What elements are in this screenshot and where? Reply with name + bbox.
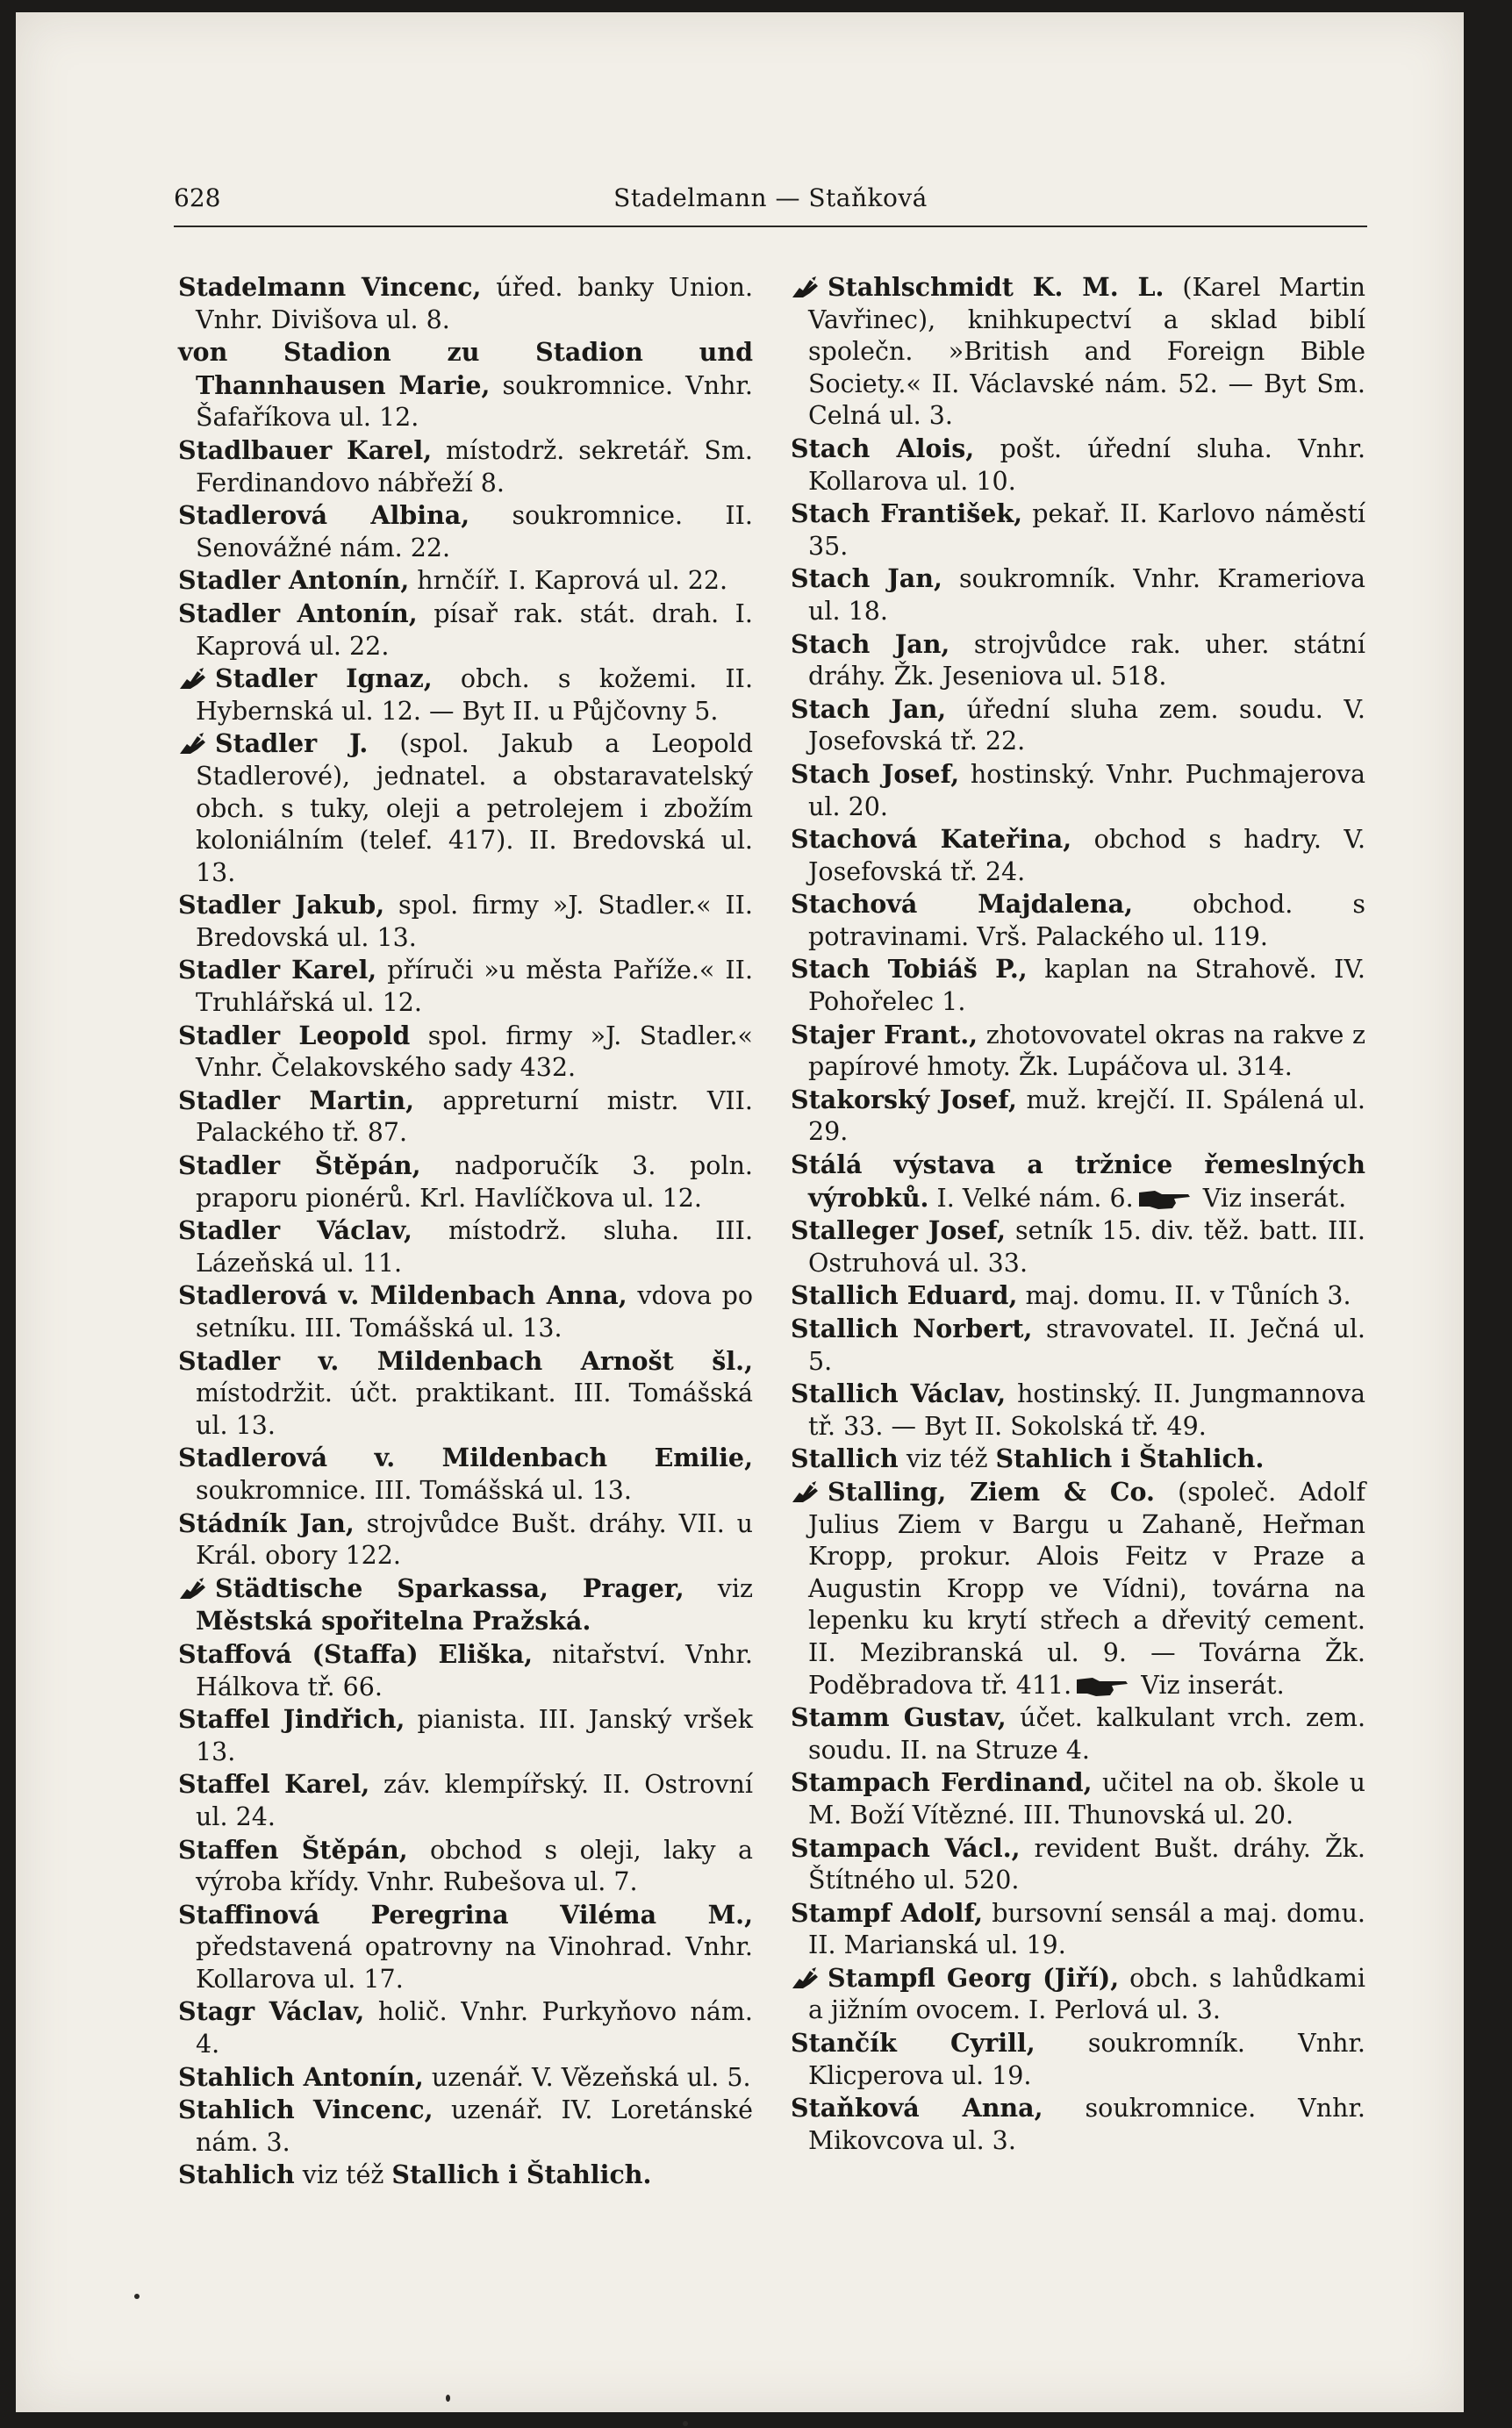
entry-details: spol. firmy »J. Stadler.« II. Bredovská ul. 13. xyxy=(196,891,753,952)
entry-details: (spol. Jakub a Leopold Stadlerové), jednatel. a obstaravatelský obch. s tuky, oleji a petrolejem i zbožím koloniálním (telef. 417). II. Bredovská ul. 13. xyxy=(196,729,753,887)
directory-entry xyxy=(791,1962,1365,2027)
entry-details: viz též xyxy=(294,2160,392,2190)
entry-cross-reference: Stallich i Štahlich. xyxy=(391,2159,652,2190)
entry-details: příruči »u města Paříže.« II. Truhlářská ul. 12. xyxy=(196,956,754,1018)
entry-details: hrnčíř. I. Kaprová ul. 22. xyxy=(409,566,728,596)
directory-entry xyxy=(178,1345,753,1443)
directory-entry xyxy=(178,1572,753,1638)
entry-name: Stallich xyxy=(791,1443,899,1474)
entry-details: úřed. banky Union. Vnhr. Divišova ul. 8. xyxy=(196,273,753,334)
entry-details: představená opatrovny na Vinohrad. Vnhr. Kollarova ul. 17. xyxy=(196,1932,753,1994)
page-number: 628 xyxy=(174,183,221,212)
directory-entry xyxy=(791,888,1365,953)
entry-name: Stach Jan, xyxy=(791,693,947,724)
directory-entry xyxy=(791,1019,1365,1084)
directory-entry xyxy=(178,1703,753,1768)
entry-name: Stadler Václav, xyxy=(178,1215,412,1246)
entry-details: (společ. Adolf Julius Ziem v Bargu u Zahaně, Heřman Kropp, prokur. Alois Feitz v Praze a Augustin Kropp ve Vídni), továrna na lepenku ku krytí střech a dřevitý cement. II. Mezibranská ul. 9. — Továrna Žk. Poděbradova tř. 411. xyxy=(808,1477,1365,1700)
entry-name: Stadler Ignaz, xyxy=(215,663,433,694)
directory-entry xyxy=(791,758,1365,823)
entry-details: viz xyxy=(684,1573,753,1603)
entry-details: viz též xyxy=(898,1444,996,1474)
directory-entry xyxy=(178,336,753,434)
pointing-hand-icon xyxy=(791,276,822,299)
entry-details: obchod. s potravinami. Vrš. Palackého ul. 119. xyxy=(808,890,1365,951)
entry-name: Städtische Sparkassa, Prager, xyxy=(215,1572,684,1603)
directory-entry xyxy=(791,1378,1365,1443)
directory-entry xyxy=(178,1020,753,1085)
entry-name: Stančík Cyrill, xyxy=(791,2028,1035,2059)
directory-entry xyxy=(791,1313,1365,1378)
pointing-hand-icon xyxy=(178,1578,210,1601)
print-speck xyxy=(683,2421,688,2426)
entry-name: Stampach Ferdinand, xyxy=(791,1767,1093,1798)
entry-name: Stallich Norbert, xyxy=(791,1314,1033,1343)
entry-name: Staffel Karel, xyxy=(178,1769,370,1800)
directory-entry xyxy=(178,889,753,954)
entry-details: nadporučík 3. poln. praporu pionérů. Krl. Havlíčkova ul. 12. xyxy=(196,1151,753,1213)
entry-name: Stampf Adolf, xyxy=(791,1897,984,1928)
entry-details: setník 15. div. těž. batt. III. Ostruhová ul. 33. xyxy=(808,1216,1365,1278)
entry-cross-reference: Městská spořitelna Pražská. xyxy=(196,1606,591,1637)
directory-entry xyxy=(178,1279,753,1344)
directory-entry xyxy=(178,434,753,499)
entry-details: místodržit. účt. praktikant. III. Tomášská ul. 13. xyxy=(196,1379,753,1440)
entry-name: Stampach Václ., xyxy=(791,1832,1021,1863)
pointing-finger-icon xyxy=(1075,1675,1129,1698)
directory-entry xyxy=(791,628,1365,693)
entry-name: Stadler Martin, xyxy=(178,1085,415,1115)
directory-entry xyxy=(791,823,1365,888)
entry-details: zhotovovatel okras na rakve z papírové hmoty. Žk. Lupáčova ul. 314. xyxy=(808,1020,1366,1082)
directory-entry xyxy=(178,1638,753,1703)
entry-details: soukromnice. II. Senovážné nám. 22. xyxy=(196,501,753,562)
pointing-hand-icon xyxy=(178,668,210,691)
entry-name: Stahlich xyxy=(178,2159,295,2190)
entry-name: Stampfl Georg (Jiří), xyxy=(828,1962,1120,1993)
entry-name: Stach Jan, xyxy=(791,628,950,659)
entry-name: Staffová (Staffa) Eliška, xyxy=(178,1638,534,1669)
entry-details: appreturní mistr. VII. Palackého tř. 87. xyxy=(196,1085,753,1148)
directory-entry xyxy=(791,562,1365,627)
entry-name: Stadler J. xyxy=(215,728,369,759)
entry-details: uzenář. IV. Loretánské nám. 3. xyxy=(196,2095,753,2157)
entry-name: Stamm Gustav, xyxy=(791,1702,1007,1733)
right-column xyxy=(791,271,1365,2157)
directory-entry xyxy=(791,1443,1365,1476)
entry-details: záv. klempířský. II. Ostrovní ul. 24. xyxy=(196,1770,753,1831)
directory-entry xyxy=(178,598,753,663)
pointing-hand-icon xyxy=(178,733,210,756)
entry-details: pošt. úřední sluha. Vnhr. Kollarova ul. 10. xyxy=(808,433,1366,496)
entry-details: uzenář. V. Vězeňská ul. 5. xyxy=(423,2062,751,2092)
directory-entry xyxy=(178,1834,753,1899)
directory-entry xyxy=(791,271,1365,433)
entry-name: Stadler Antonín, xyxy=(178,598,418,628)
directory-entry xyxy=(178,1508,753,1572)
entry-name: Stadler Karel, xyxy=(178,955,377,985)
entry-name: Staňková Anna, xyxy=(791,2093,1043,2124)
directory-entry xyxy=(791,1279,1365,1313)
entry-details: hostinský. II. Jungmannova tř. 33. — Byt II. Sokolská tř. 49. xyxy=(808,1379,1365,1441)
directory-entry xyxy=(178,1768,753,1833)
entry-details: soukromník. Vnhr. Krameriova ul. 18. xyxy=(808,564,1366,626)
entry-details: obch. s lahůdkami a jižním ovocem. I. Perlová ul. 3. xyxy=(808,1963,1365,2025)
directory-entry xyxy=(791,1766,1365,1831)
entry-details: kaplan na Strahově. IV. Pohořelec 1. xyxy=(808,955,1365,1017)
entry-name: Stalling, Ziem & Co. xyxy=(828,1476,1155,1507)
entry-name: Stadlbauer Karel, xyxy=(178,434,433,465)
entry-details: (Karel Martin Vavřinec), knihkupectví a sklad biblí společn. »British and Foreign Bible Society.« II. Václavské nám. 52. — Byt Sm. Celná ul. 3. xyxy=(808,273,1365,431)
entry-cross-reference: Stahlich i Štahlich. xyxy=(995,1443,1265,1474)
directory-entry xyxy=(791,1149,1365,1214)
entry-details: učitel na ob. škole u M. Boží Vítězné. III. Thunovská ul. 20. xyxy=(808,1768,1365,1830)
directory-entry xyxy=(178,1899,753,1996)
entry-details: soukromnice. III. Tomášská ul. 13. xyxy=(196,1475,632,1505)
print-speck xyxy=(134,2294,140,2299)
entry-name: Stadler v. Mildenbach Arnošt šl., xyxy=(178,1345,753,1376)
entry-details: soukromnice. Vnhr. Mikovcova ul. 3. xyxy=(808,2094,1365,2155)
pointing-hand-icon xyxy=(791,1481,822,1504)
directory-entry xyxy=(791,498,1365,562)
entry-name: Stallich Eduard, xyxy=(791,1280,1018,1311)
entry-name: Stakorský Josef, xyxy=(791,1084,1017,1114)
directory-entry xyxy=(178,271,753,336)
entry-name: Stadler Jakub, xyxy=(178,890,385,920)
entry-name: Stálá výstava a tržnice řemeslných výrobků. xyxy=(791,1150,1365,1213)
entry-name: Stallich Václav, xyxy=(791,1379,1007,1409)
entry-name: Stadlerová Albina, xyxy=(178,500,470,531)
header-rule xyxy=(174,226,1367,227)
entry-name: Stalleger Josef, xyxy=(791,1215,1007,1246)
entry-name: Stadlerová v. Mildenbach Anna, xyxy=(178,1280,627,1311)
entry-name: Stadlerová v. Mildenbach Emilie, xyxy=(178,1443,753,1473)
directory-entry xyxy=(178,1995,753,2060)
entry-details: holič. Vnhr. Purkyňovo nám. 4. xyxy=(196,1997,753,2059)
entry-name: Stach František, xyxy=(791,498,1023,529)
entry-details: soukromnice. Vnhr. Šafaříkova ul. 12. xyxy=(196,370,753,433)
entry-name: Stach Alois, xyxy=(791,433,975,463)
entry-details: místodrž. sluha. III. Lázeňská ul. 11. xyxy=(196,1216,753,1278)
directory-entry xyxy=(178,1214,753,1279)
entry-name: Stach Tobiáš P., xyxy=(791,954,1028,985)
entry-details: pianista. III. Janský vršek 13. xyxy=(196,1705,753,1766)
entry-name: Stachová Kateřina, xyxy=(791,824,1072,855)
directory-entry xyxy=(791,1214,1365,1279)
entry-details: úřední sluha zem. soudu. V. Josefovská tř. 22. xyxy=(808,694,1365,756)
entry-details: strojvůdce rak. uher. státní dráhy. Žk. Jeseniova ul. 518. xyxy=(808,629,1365,691)
running-title: Stadelmann — Staňková xyxy=(613,183,928,212)
directory-entry xyxy=(791,2092,1365,2157)
entry-details: písař rak. stát. drah. I. Kaprová ul. 22. xyxy=(196,598,753,661)
directory-entry xyxy=(791,1832,1365,1897)
page-header xyxy=(174,179,1367,218)
directory-entry xyxy=(178,2094,753,2159)
directory-entry xyxy=(791,433,1365,498)
entry-details: muž. krejčí. II. Spálená ul. 29. xyxy=(808,1085,1365,1147)
entry-name: Stachová Majdalena, xyxy=(791,889,1134,920)
directory-entry xyxy=(178,663,753,727)
entry-name: Stagr Václav, xyxy=(178,1996,365,2027)
entry-details: bursovní sensál a maj. domu. II. Marianská ul. 19. xyxy=(808,1898,1365,1960)
entry-name: von Stadion zu Stadion und Thannhausen Marie, xyxy=(178,337,753,400)
directory-entry xyxy=(178,2159,753,2192)
entry-advert-note: Viz inserát. xyxy=(1194,1183,1347,1213)
entry-name: Stajer Frant., xyxy=(791,1019,978,1049)
directory-entry xyxy=(178,2061,753,2095)
directory-entry xyxy=(178,954,753,1019)
directory-entry xyxy=(791,1476,1365,1701)
entry-name: Stahlich Vincenc, xyxy=(178,2095,434,2125)
entry-name: Stádník Jan, xyxy=(178,1508,355,1538)
directory-entry xyxy=(178,499,753,564)
directory-entry xyxy=(178,564,753,598)
entry-name: Stadelmann Vincenc, xyxy=(178,272,482,302)
entry-name: Staffinová Peregrina Viléma M., xyxy=(178,1899,753,1930)
directory-entry xyxy=(791,2027,1365,2092)
entry-details: účet. kalkulant vrch. zem. soudu. II. na Struze 4. xyxy=(808,1703,1366,1765)
entry-name: Stach Josef, xyxy=(791,758,960,789)
entry-details: strojvůdce Bušt. dráhy. VII. u Král. obory 122. xyxy=(196,1508,754,1571)
entry-name: Staffel Jindřich, xyxy=(178,1704,405,1735)
entry-details: obchod s hadry. V. Josefovská tř. 24. xyxy=(808,825,1365,886)
directory-entry xyxy=(178,727,753,889)
entry-details: I. Velké nám. 6. xyxy=(928,1183,1134,1213)
entry-details: maj. domu. II. v Tůních 3. xyxy=(1017,1281,1351,1311)
entry-name: Stadler Antonín, xyxy=(178,565,410,596)
entry-name: Staffen Štěpán, xyxy=(178,1834,408,1865)
directory-page xyxy=(16,12,1464,2412)
entry-name: Stadler Štěpán, xyxy=(178,1150,421,1181)
entry-details: vdova po setníku. III. Tomášská ul. 13. xyxy=(196,1281,753,1343)
directory-entry xyxy=(791,693,1365,758)
entry-details: místodrž. sekretář. Sm. Ferdinandovo nábřeží 8. xyxy=(196,435,753,498)
entry-details: pekař. II. Karlovo náměstí 35. xyxy=(808,499,1366,561)
entry-details: spol. firmy »J. Stadler.« Vnhr. Čelakovského sady 432. xyxy=(196,1021,753,1083)
left-column xyxy=(178,271,753,2192)
entry-name: Stahlschmidt K. M. L. xyxy=(828,272,1164,302)
directory-entry xyxy=(178,1442,753,1507)
entry-details: stravovatel. II. Ječná ul. 5. xyxy=(808,1314,1365,1376)
directory-entry xyxy=(178,1150,753,1214)
entry-name: Stahlich Antonín, xyxy=(178,2061,424,2092)
directory-entry xyxy=(791,953,1365,1018)
entry-advert-note: Viz inserát. xyxy=(1133,1670,1285,1700)
entry-details: soukromník. Vnhr. Klicperova ul. 19. xyxy=(808,2029,1365,2090)
entry-details: revident Bušt. dráhy. Žk. Štítného ul. 520. xyxy=(808,1833,1365,1895)
entry-details: hostinský. Vnhr. Puchmajerova ul. 20. xyxy=(808,759,1365,821)
directory-entry xyxy=(791,1084,1365,1149)
directory-entry xyxy=(178,1085,753,1150)
print-speck xyxy=(446,2395,450,2402)
entry-details: obch. s kožemi. II. Hybernská ul. 12. — Byt II. u Půjčovny 5. xyxy=(196,664,753,726)
entry-details: nitařství. Vnhr. Hálkova tř. 66. xyxy=(196,1639,753,1701)
pointing-finger-icon xyxy=(1137,1188,1192,1211)
directory-entry xyxy=(791,1701,1365,1766)
entry-details: obchod s oleji, laky a výroba křídy. Vnhr. Rubešova ul. 7. xyxy=(196,1835,753,1897)
pointing-hand-icon xyxy=(791,1967,822,1990)
directory-entry xyxy=(791,1897,1365,1962)
entry-name: Stach Jan, xyxy=(791,563,942,594)
entry-name: Stadler Leopold xyxy=(178,1020,411,1050)
